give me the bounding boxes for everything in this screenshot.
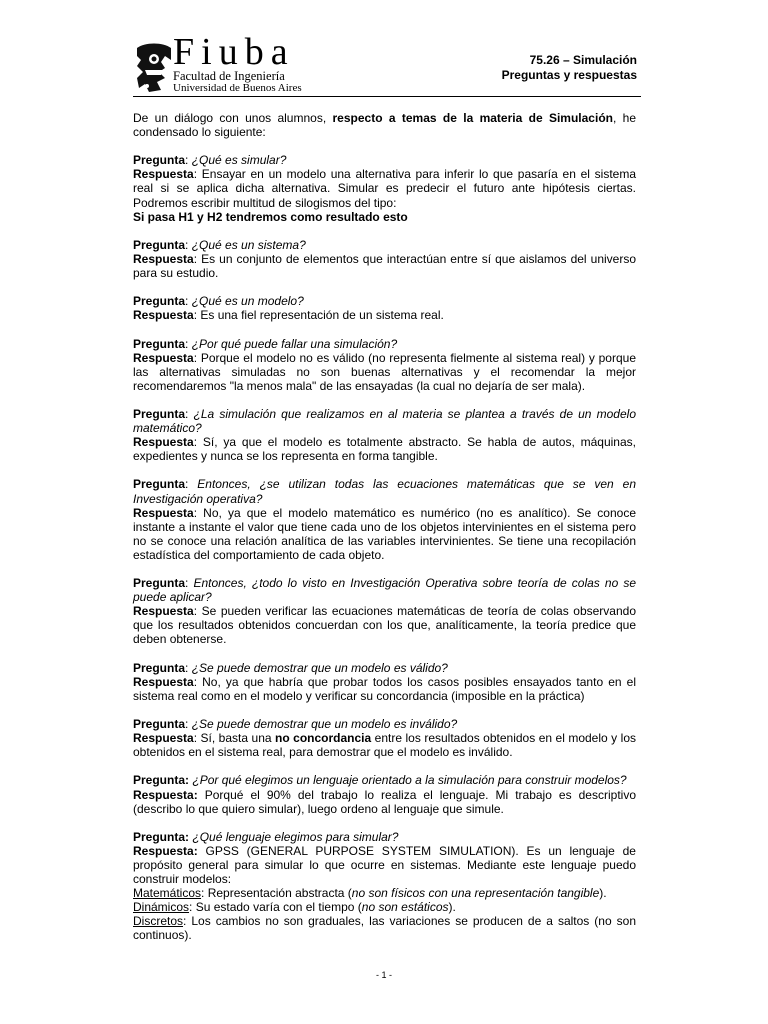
label-colon: : [193, 674, 203, 689]
answer-text: Porqué el 90% del trabajo lo realiza el lenguaje. Mi trabajo es descriptivo (describo lo que quiero simular), luego ordeno al lenguaje que simule. [133, 787, 636, 816]
question-text: Entonces, ¿todo lo visto en Investigación Operativa sobre teoría de colas no se puede aplicar? [133, 576, 636, 605]
question-label: Pregunta [133, 717, 186, 732]
qa-item [133, 661, 636, 703]
answer-text-end: entre los resultados obtenidos en el modelo y los obtenidos en el sistema real, para demostrar que el modelo es inválido. [133, 731, 636, 760]
question-text: ¿Qué es simular? [191, 153, 287, 168]
answer-label: Respuesta [133, 350, 194, 365]
answer-line [133, 167, 636, 209]
question-text: ¿Por qué puede fallar una simulación? [191, 336, 398, 351]
question-line [133, 576, 636, 604]
qa-item [133, 153, 636, 223]
label-colon: : [185, 237, 192, 252]
definition-line [133, 914, 636, 942]
definition-text: Representación abstracta ( [207, 886, 352, 901]
label-colon: : [185, 294, 192, 309]
syllogism-example: Si pasa H1 y H2 tendremos como resultado esto [133, 209, 408, 224]
question-label: Pregunta [133, 406, 186, 421]
definition-line [133, 886, 636, 900]
answer-text: Es un conjunto de elementos que interactúan entre sí que aislamos del universo para su estudio. [133, 251, 636, 281]
label-colon: : [193, 843, 206, 858]
label-colon: : [193, 435, 203, 450]
qa-item [133, 294, 636, 322]
question-label: Pregunta [133, 477, 186, 492]
question-text: ¿Qué lenguaje elegimos para simular? [192, 829, 399, 844]
question-label: Pregunta [133, 294, 186, 309]
answer-label: Respuesta [133, 167, 194, 182]
label-colon: : [185, 773, 193, 788]
definition-text-end: ). [599, 886, 607, 901]
answer-line [133, 844, 636, 886]
label-colon: : [185, 477, 198, 492]
question-label: Pregunta [133, 576, 186, 591]
page-number: - 1 - [375, 970, 392, 980]
answer-line [133, 788, 636, 816]
question-label: Pregunta [133, 336, 186, 351]
question-text: ¿Por qué elegimos un lenguaje orientado a la simulación para construir modelos? [192, 773, 627, 788]
label-colon: : [193, 167, 202, 182]
answer-line [133, 351, 636, 393]
question-label: Pregunta [133, 660, 186, 675]
qa-item [133, 830, 636, 943]
definition-line [133, 900, 636, 914]
label-colon: : [185, 717, 192, 732]
definition-emphasis: no son estáticos [361, 900, 449, 915]
answer-label: Respuesta [133, 787, 194, 802]
question-label: Pregunta [133, 829, 186, 844]
definition-text: Su estado varía con el tiempo ( [195, 900, 362, 915]
question-line [133, 294, 636, 308]
question-text: ¿Se puede demostrar que un modelo es válido? [191, 660, 448, 675]
qa-item [133, 238, 636, 280]
answer-line [133, 506, 636, 562]
answer-emphasis: no concordancia [275, 731, 372, 746]
header-divider [133, 96, 641, 97]
answer-label: Respuesta [133, 435, 194, 450]
answer-text: Ensayar en un modelo una alternativa para inferir lo que pasaría en el sistema real si se aplica dicha alternativa. Simular es predecir el futuro ante hipótesis ciertas. Podremos escribir multitud de silogismos del tipo: [133, 167, 637, 210]
question-line [133, 337, 636, 351]
document-subtitle: Preguntas y respuestas [501, 68, 637, 82]
answer-line [133, 308, 636, 322]
page-header [133, 31, 641, 96]
question-line [133, 238, 636, 252]
label-colon: : [185, 576, 194, 591]
answer-line [133, 604, 636, 646]
label-colon: : [201, 886, 208, 901]
label-colon: : [193, 604, 202, 619]
qa-item [133, 477, 636, 562]
answer-text: Sí, ya que el modelo es totalmente abstracto. Se habla de autos, máquinas, expedientes y nunca se los representa en forma tangible. [133, 435, 636, 464]
label-colon: : [193, 251, 202, 266]
answer-label: Respuesta [133, 843, 194, 858]
answer-text: Es una fiel representación de un sistema real. [200, 308, 444, 323]
definition-term: Dinámicos [133, 900, 190, 915]
question-label: Pregunta [133, 153, 186, 168]
answer-text: No, ya que habría que probar todos los casos posibles ensayados tanto en el sistema real como en el modelo y verificar su concordancia (imposible en la práctica) [133, 674, 637, 703]
qa-item [133, 773, 636, 815]
question-line [133, 407, 636, 435]
definition-emphasis: no son físicos con una representación tangible [351, 886, 600, 901]
definition-term: Matemáticos [133, 886, 202, 901]
qa-item [133, 407, 636, 463]
answer-line [133, 252, 636, 280]
question-label: Pregunta [133, 773, 186, 788]
label-colon: : [193, 350, 201, 365]
intro-emphasis: respecto a temas de la materia de Simulación [332, 111, 613, 125]
label-colon: : [185, 660, 192, 675]
logo-faculty-name: Facultad de Ingeniería [173, 69, 285, 83]
label-colon: : [183, 914, 192, 929]
answer-line [133, 675, 636, 703]
label-colon: : [185, 406, 194, 421]
answer-label: Respuesta [133, 505, 194, 520]
answer-label: Respuesta [133, 604, 194, 619]
question-line [133, 661, 636, 675]
label-colon: : [189, 900, 196, 915]
definition-term: Discretos [133, 914, 184, 929]
label-colon: : [185, 829, 193, 844]
qa-item [133, 337, 636, 393]
intro-text: De un diálogo con unos alumnos, [133, 111, 333, 125]
logo-wordmark: Fiuba [173, 31, 295, 73]
answer-label: Respuesta [133, 251, 194, 266]
question-text: Entonces, ¿se utilizan todas las ecuaciones matemáticas que se ven en Investigación operativa? [133, 477, 637, 506]
answer-line [133, 435, 636, 463]
question-label: Pregunta [133, 237, 186, 252]
intro-paragraph [133, 111, 636, 139]
document-body [133, 111, 636, 957]
question-line [133, 153, 636, 167]
course-heading [502, 53, 637, 83]
answer-line [133, 731, 636, 759]
question-line [133, 717, 636, 731]
label-colon: : [185, 336, 192, 351]
course-code-title: 75.26 – Simulación [529, 53, 637, 67]
logo-university-name: Universidad de Buenos Aires [173, 82, 302, 94]
question-line [133, 830, 636, 844]
qa-item [133, 717, 636, 759]
definition-text-end: ). [448, 900, 456, 915]
question-text: ¿La simulación que realizamos en al materia se plantea a través de un modelo matemático? [133, 406, 636, 436]
answer-label: Respuesta [133, 674, 194, 689]
answer-text: Sí, basta una [200, 731, 276, 746]
answer-text: Se pueden verificar las ecuaciones matemáticas de teoría de colas observando que los resultados obtenidos concuerdan con los que, analíticamente, la teoría predice que deben obtenerse. [133, 604, 636, 647]
question-text: ¿Qué es un sistema? [191, 237, 306, 252]
question-line [133, 773, 636, 787]
label-colon: : [185, 153, 192, 168]
intro-text-end: , he condensado lo siguiente: [133, 111, 637, 140]
answer-label: Respuesta [133, 731, 194, 746]
label-colon: : [193, 505, 204, 520]
label-colon: : [193, 308, 201, 323]
university-crest-icon [135, 42, 173, 94]
question-line [133, 477, 636, 505]
answer-text: Porque el modelo no es válido (no representa fielmente al sistema real) y porque las alternativas simuladas no son buenas alternativas y el recomendar la mejor recomendaremos "la menos mala" de las ensayadas (la cual no dejaría de ser mala). [133, 350, 636, 393]
fiuba-logo [133, 31, 333, 96]
answer-text: GPSS (GENERAL PURPOSE SYSTEM SIMULATION). Es un lenguaje de propósito general para simular lo que ocurre en sistemas. Mediante este lenguaje puedo construir modelos: [133, 843, 636, 887]
answer-label: Respuesta [133, 308, 194, 323]
qa-item [133, 576, 636, 646]
label-colon: : [193, 731, 201, 746]
question-text: ¿Qué es un modelo? [191, 294, 304, 309]
definition-text: Los cambios no son graduales, las variaciones se producen de a saltos (no son continuos). [133, 914, 636, 943]
question-text: ¿Se puede demostrar que un modelo es inválido? [191, 717, 458, 732]
answer-text: No, ya que el modelo matemático es numérico (no es analítico). Se conoce instante a instante el valor que tiene cada uno de los objetos intervinientes en el sistema pero no se conoce una relación analítica de las variables intervinientes. Se tiene una recopilación estadística del comportamiento de cada objeto. [133, 505, 636, 562]
label-colon: : [193, 787, 205, 802]
